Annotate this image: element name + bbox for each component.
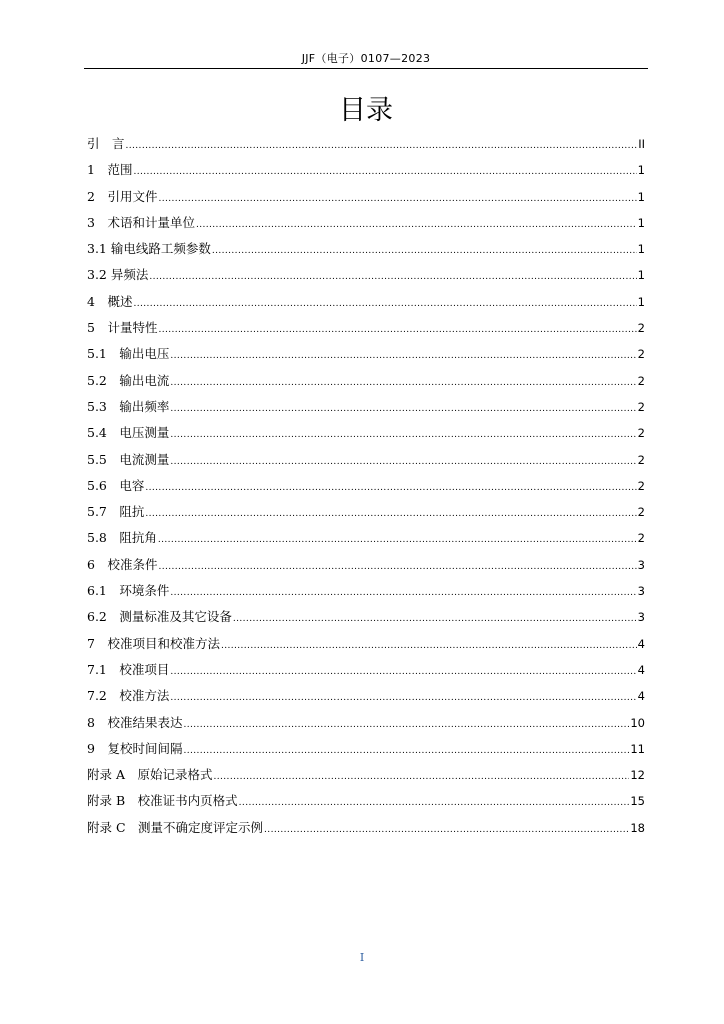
toc-dot-leader bbox=[170, 588, 636, 598]
toc-entry[interactable] bbox=[87, 318, 645, 344]
toc-entry-label: 2 引用文件 bbox=[87, 188, 158, 204]
toc-dot-leader bbox=[170, 351, 636, 361]
toc-entry-page: 3 bbox=[637, 610, 645, 625]
toc-entry[interactable] bbox=[87, 423, 645, 449]
toc-dot-leader bbox=[145, 509, 636, 519]
toc-entry-page: 12 bbox=[630, 768, 645, 783]
toc-entry[interactable] bbox=[87, 265, 645, 291]
toc-entry[interactable] bbox=[87, 739, 645, 765]
toc-entry[interactable] bbox=[87, 239, 645, 265]
toc-entry-label: 5.2 输出电流 bbox=[87, 372, 170, 388]
toc-dot-leader bbox=[158, 325, 636, 335]
toc-dot-leader bbox=[214, 772, 630, 782]
toc-entry-page: 1 bbox=[637, 163, 645, 178]
toc-entry[interactable] bbox=[87, 634, 645, 660]
toc-entry-label: 5.7 阻抗 bbox=[87, 504, 145, 520]
toc-entry-page: 10 bbox=[630, 715, 645, 730]
toc-entry-page: 1 bbox=[637, 242, 645, 257]
toc-entry[interactable] bbox=[87, 686, 645, 712]
toc-dot-leader bbox=[233, 614, 637, 624]
toc-entry-page: 1 bbox=[637, 215, 645, 230]
toc-entry-page: 15 bbox=[630, 794, 645, 809]
toc-dot-leader bbox=[264, 825, 629, 835]
toc-entry[interactable] bbox=[87, 213, 645, 239]
toc-dot-leader bbox=[158, 562, 636, 572]
toc-entry-page: 1 bbox=[637, 268, 645, 283]
toc-entry-label: 3.2 异频法 bbox=[87, 267, 149, 283]
toc-dot-leader bbox=[149, 272, 636, 282]
toc-entry-page: 4 bbox=[637, 689, 645, 704]
toc-entry[interactable] bbox=[87, 292, 645, 318]
toc-dot-leader bbox=[170, 404, 636, 414]
toc-entry-page: II bbox=[638, 137, 645, 151]
toc-entry[interactable] bbox=[87, 160, 645, 186]
toc-entry-label: 4 概述 bbox=[87, 293, 133, 309]
toc-entry[interactable] bbox=[87, 607, 645, 633]
toc-entry-page: 2 bbox=[637, 347, 645, 362]
toc-entry-label: 附录 B 校准证书内页格式 bbox=[87, 793, 238, 809]
toc-entry-label: 引 言 bbox=[87, 136, 125, 151]
toc-dot-leader bbox=[221, 641, 637, 651]
toc-entry[interactable] bbox=[87, 397, 645, 423]
toc-dot-leader bbox=[170, 430, 636, 440]
toc-dot-leader bbox=[196, 220, 637, 230]
toc-entry-label: 7 校准项目和校准方法 bbox=[87, 635, 220, 651]
toc-dot-leader bbox=[158, 194, 636, 204]
toc-entry[interactable] bbox=[87, 502, 645, 528]
toc-entry-label: 1 范围 bbox=[87, 162, 133, 178]
toc-entry-label: 5.1 输出电压 bbox=[87, 346, 170, 362]
toc-entry-page: 18 bbox=[630, 820, 645, 835]
toc-entry-label: 6.1 环境条件 bbox=[87, 583, 170, 599]
table-of-contents bbox=[87, 134, 645, 844]
toc-entry[interactable] bbox=[87, 134, 645, 160]
toc-entry-page: 2 bbox=[637, 452, 645, 467]
toc-dot-leader bbox=[170, 378, 636, 388]
toc-entry-page: 3 bbox=[637, 557, 645, 572]
toc-entry[interactable] bbox=[87, 344, 645, 370]
toc-entry-label: 5.3 输出频率 bbox=[87, 398, 170, 414]
toc-dot-leader bbox=[133, 167, 636, 177]
toc-entry[interactable] bbox=[87, 818, 645, 844]
toc-entry-label: 附录 A 原始记录格式 bbox=[87, 767, 213, 783]
toc-entry[interactable] bbox=[87, 791, 645, 817]
toc-entry-label: 9 复校时间间隔 bbox=[87, 740, 183, 756]
toc-entry-label: 5.6 电容 bbox=[87, 477, 145, 493]
toc-entry-page: 2 bbox=[637, 321, 645, 336]
toc-entry-page: 2 bbox=[637, 426, 645, 441]
toc-entry-label: 7.1 校准项目 bbox=[87, 661, 170, 677]
toc-entry-page: 2 bbox=[637, 478, 645, 493]
toc-entry-label: 8 校准结果表达 bbox=[87, 714, 183, 730]
page-title: 目录 bbox=[339, 95, 393, 126]
toc-dot-leader bbox=[170, 667, 636, 677]
toc-dot-leader bbox=[158, 535, 637, 545]
toc-entry-page: 4 bbox=[637, 662, 645, 677]
toc-dot-leader bbox=[126, 141, 638, 151]
toc-entry-label: 6 校准条件 bbox=[87, 556, 158, 572]
document-code-header: JJF（电子）0107—2023 bbox=[301, 52, 431, 65]
toc-dot-leader bbox=[183, 720, 629, 730]
toc-entry-page: 1 bbox=[637, 189, 645, 204]
toc-entry-label: 7.2 校准方法 bbox=[87, 688, 170, 704]
toc-entry-page: 2 bbox=[637, 531, 645, 546]
toc-entry-page: 2 bbox=[637, 505, 645, 520]
toc-entry-label: 3 术语和计量单位 bbox=[87, 214, 195, 230]
toc-entry-label: 附录 C 测量不确定度评定示例 bbox=[87, 819, 264, 835]
toc-entry-page: 11 bbox=[630, 741, 645, 756]
toc-entry[interactable] bbox=[87, 581, 645, 607]
toc-entry[interactable] bbox=[87, 187, 645, 213]
toc-entry[interactable] bbox=[87, 713, 645, 739]
toc-entry-page: 2 bbox=[637, 373, 645, 388]
toc-entry[interactable] bbox=[87, 528, 645, 554]
toc-entry-page: 4 bbox=[637, 636, 645, 651]
footer-page-number: I bbox=[359, 951, 365, 964]
toc-entry-label: 5.5 电流测量 bbox=[87, 451, 170, 467]
toc-dot-leader bbox=[239, 798, 630, 808]
toc-entry[interactable] bbox=[87, 371, 645, 397]
toc-entry-label: 5 计量特性 bbox=[87, 320, 158, 336]
toc-dot-leader bbox=[212, 246, 637, 256]
toc-entry-page: 2 bbox=[637, 399, 645, 414]
toc-entry[interactable] bbox=[87, 555, 645, 581]
toc-entry-label: 5.4 电压测量 bbox=[87, 425, 170, 441]
toc-dot-leader bbox=[170, 693, 636, 703]
toc-entry-page: 3 bbox=[637, 584, 645, 599]
toc-entry[interactable] bbox=[87, 765, 645, 791]
header-rule bbox=[84, 68, 648, 69]
toc-dot-leader bbox=[170, 457, 636, 467]
toc-entry[interactable] bbox=[87, 660, 645, 686]
toc-entry-label: 6.2 测量标准及其它设备 bbox=[87, 609, 232, 625]
toc-dot-leader bbox=[183, 746, 629, 756]
toc-entry[interactable] bbox=[87, 476, 645, 502]
toc-entry-page: 1 bbox=[637, 294, 645, 309]
toc-dot-leader bbox=[145, 483, 636, 493]
toc-entry-label: 5.8 阻抗角 bbox=[87, 530, 157, 546]
toc-entry-label: 3.1 输电线路工频参数 bbox=[87, 241, 211, 257]
toc-dot-leader bbox=[133, 299, 636, 309]
toc-entry[interactable] bbox=[87, 450, 645, 476]
